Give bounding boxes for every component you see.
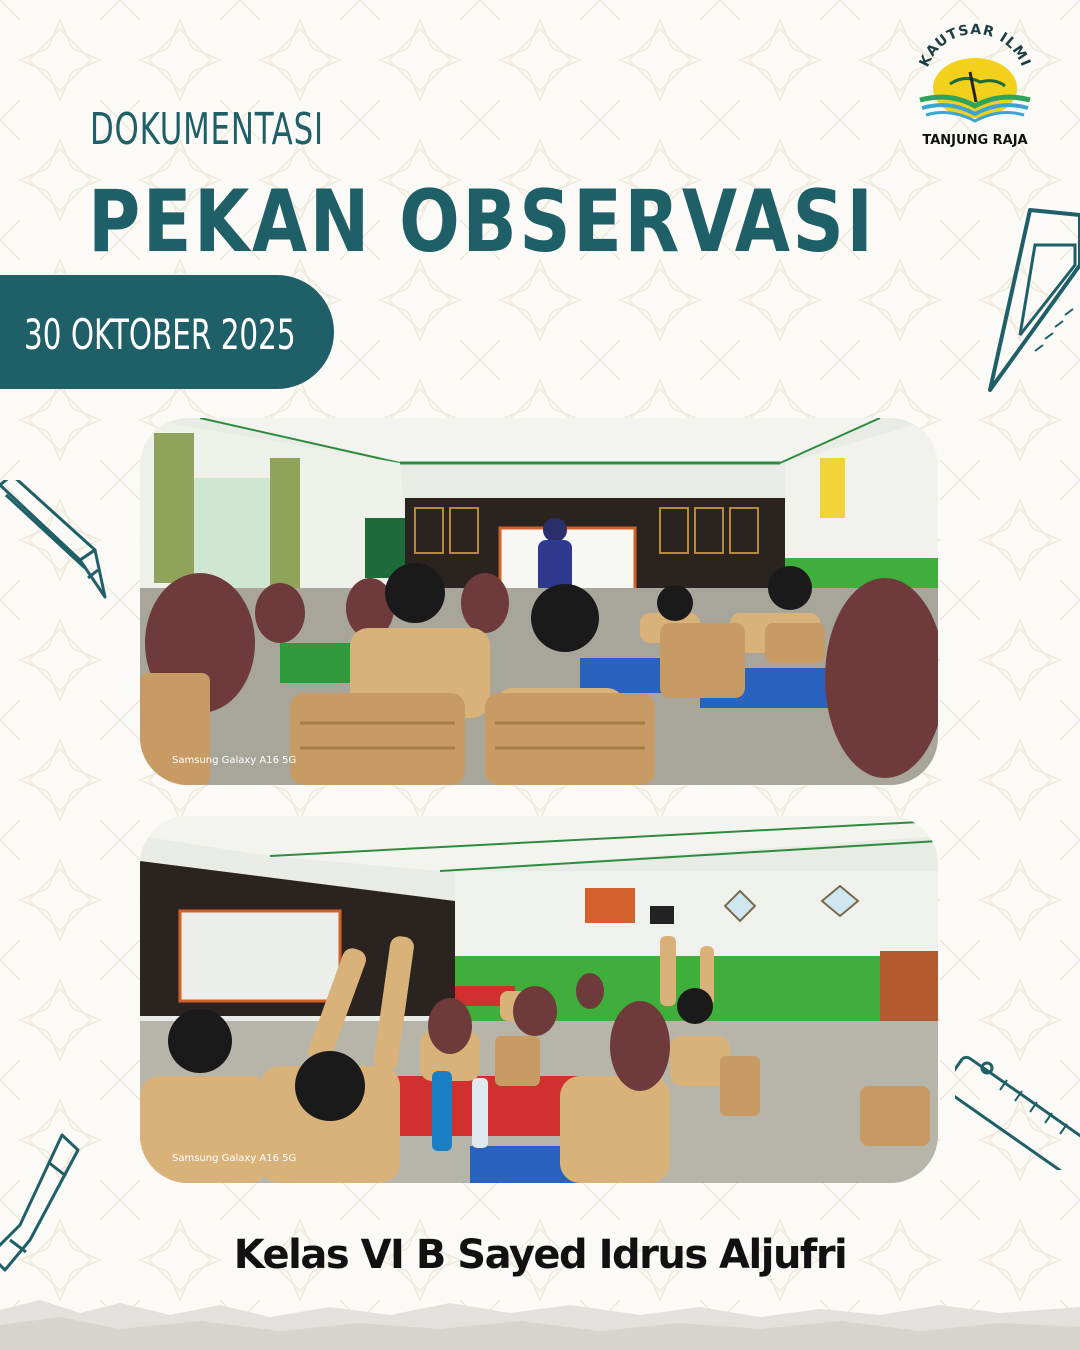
photo-watermark-1: Samsung Galaxy A16 5G: [172, 755, 297, 766]
date-label: 30 OKTOBER 2025: [24, 310, 296, 359]
logo-bottom-text: TANJUNG RAJA: [922, 133, 1028, 148]
logo-top-text: KAUTSAR ILMI: [916, 22, 1034, 70]
glue-stick-icon: [0, 1130, 85, 1280]
class-caption: Kelas VI B Sayed Idrus Aljufri: [233, 1232, 847, 1278]
subtitle: DOKUMENTASI: [90, 104, 324, 155]
photo-watermark-2: Samsung Galaxy A16 5G: [172, 1153, 297, 1164]
triangle-ruler-icon: [975, 205, 1080, 400]
classroom-photo-1: [140, 418, 938, 785]
page-title: PEKAN OBSERVASI: [88, 172, 876, 272]
ruler-icon: [955, 1035, 1080, 1170]
bottom-border: [0, 1285, 1080, 1350]
pencil-icon: [0, 480, 110, 605]
classroom-photo-2: [140, 816, 938, 1183]
school-logo: [910, 22, 1040, 152]
